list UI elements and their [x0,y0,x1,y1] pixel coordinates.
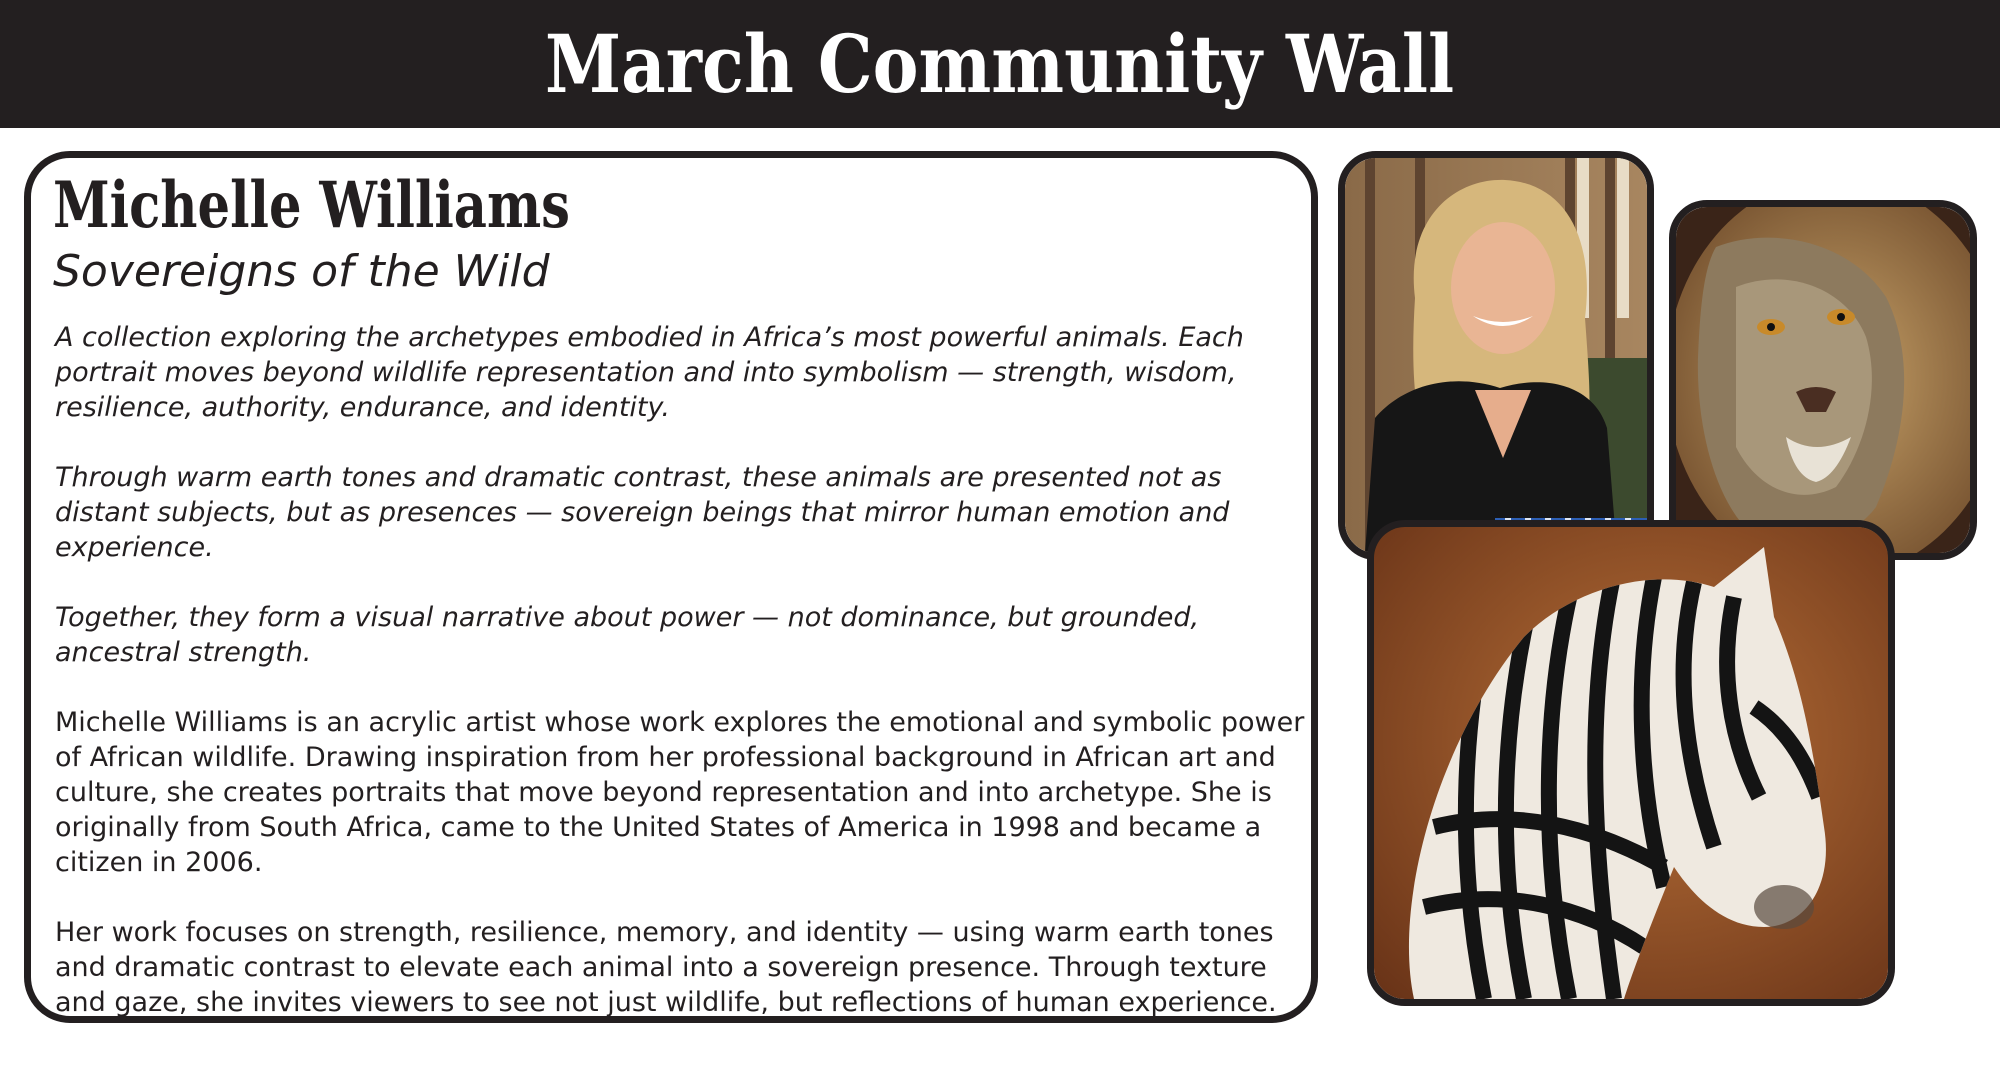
bio-paragraph: Michelle Williams is an acrylic artist whose work explores the emotional and symbolic power of African wildlife. Drawing inspiration from her professional background in African art and culture, she creates portraits that move beyond representation and into archetype. She is originally from South Africa, came to the United States of America in 1998 and became a citizen in 2006. [55,707,1305,878]
zebra-painting [1367,520,1895,1006]
statement-paragraph: Together, they form a visual narrative about power — not dominance, but grounded, ancestral strength. [55,602,1200,668]
statement-paragraph: Through warm earth tones and dramatic contrast, these animals are presented not as distant subjects, but as presences — sovereign beings that mirror human emotion and experience. [55,462,1230,563]
page-title: March Community Wall [545,17,1455,111]
artist-name: Michelle Williams [53,168,570,243]
collection-title: Sovereigns of the Wild [53,246,550,297]
bio-paragraph: Her work focuses on strength, resilience, memory, and identity — using warm earth tones and dramatic contrast to elevate each animal into a sovereign presence. Through texture and gaze, she invites viewers to see not just wildlife, but reflections of human experience. [55,917,1277,1018]
artist-portrait-photo [1338,151,1654,560]
header-banner [0,0,2000,128]
artist-info-card [24,151,1318,1023]
statement-paragraph: A collection exploring the archetypes embodied in Africa’s most powerful animals. Each portrait moves beyond wildlife representation and into symbolism — strength, wisdom, resilience, authority, endurance, and identity. [55,322,1244,423]
artist-statement [55,320,1305,1020]
lion-painting [1669,200,1977,560]
